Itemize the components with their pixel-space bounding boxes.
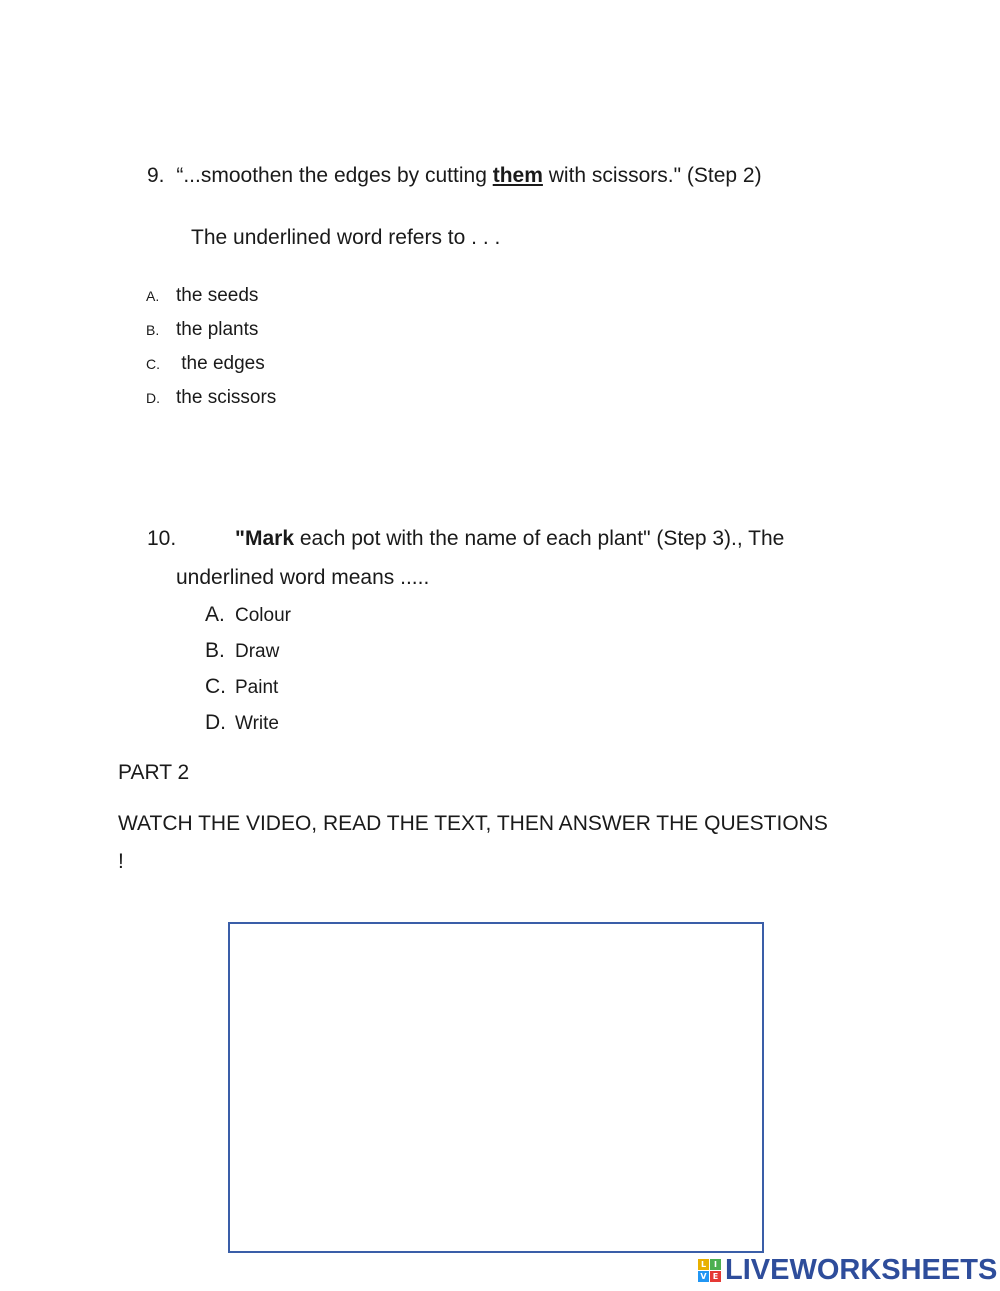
question-9 [147,164,762,188]
logo-block: I [710,1259,721,1270]
logo-text: LIVEWORKSHEETS [725,1253,998,1286]
option-text: the plants [176,319,259,340]
liveworksheets-logo [698,1255,997,1285]
option-text: the seeds [176,285,259,306]
option-letter: A. [146,288,160,304]
question-10 [147,527,784,551]
q9-option-a[interactable] [146,285,258,307]
logo-block: E [710,1271,721,1282]
logo-blocks-icon [698,1259,721,1282]
part-instruction-end: ! [118,850,124,873]
option-text: Draw [235,641,280,662]
option-text: Write [235,713,279,734]
part-instruction: WATCH THE VIDEO, READ THE TEXT, THEN ANSWER THE QUESTIONS [118,812,828,835]
q10-option-c[interactable] [205,675,278,699]
option-text: Paint [235,677,279,698]
option-text: Colour [235,605,291,626]
logo-block: V [698,1271,709,1282]
quote-after: each pot with the name of each plant" (Step 3)., The [294,527,785,550]
q9-option-b[interactable] [146,319,258,341]
option-letter: C. [146,356,160,372]
q10-option-b[interactable] [205,639,279,663]
part-title: PART 2 [118,761,190,784]
question-number: 9. [147,164,165,187]
option-letter: B. [205,639,225,662]
option-letter: C. [205,675,226,698]
question-number: 10. [147,527,177,550]
option-letter: A. [205,603,225,626]
option-text: the scissors [176,387,277,408]
quote-open: " [235,527,245,550]
option-letter: D. [205,711,226,734]
option-letter: D. [146,390,160,406]
question-10-line2: underlined word means ..... [176,566,430,589]
quote-before: “...smoothen the edges by cutting [176,164,493,187]
video-frame[interactable] [228,922,764,1253]
q10-option-d[interactable] [205,711,279,735]
underlined-word: Mark [244,527,294,550]
question-9-prompt: The underlined word refers to . . . [191,226,501,249]
logo-block: L [698,1259,709,1270]
underlined-word: them [492,164,543,187]
option-text: the edges [176,353,265,374]
q9-option-d[interactable] [146,387,276,409]
option-letter: B. [146,322,160,338]
quote-after: with scissors." (Step 2) [542,164,762,187]
q10-option-a[interactable] [205,603,291,627]
q9-option-c[interactable] [146,353,265,375]
